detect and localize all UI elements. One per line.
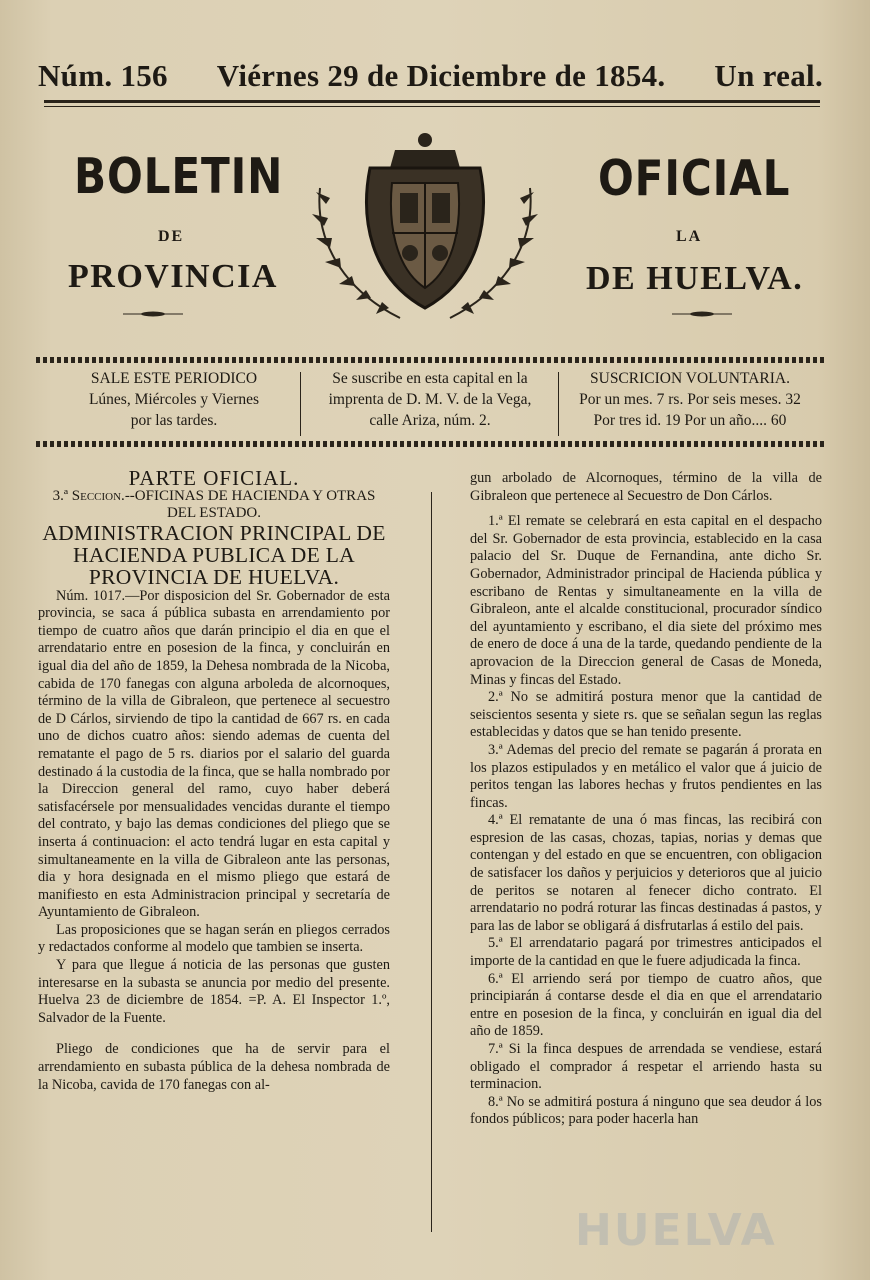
info-line: imprenta de D. M. V. de la Vega, [328, 391, 532, 408]
ornament-right-icon [672, 311, 732, 317]
article-paragraph: Y para que llegue á noticia de las personas que gusten interesarse en la subasta se anuncia por medio del presente. Huelva 23 de diciembre de 1854. =P. A. El Inspector 1.º, Salvador de la Fuente. [38, 957, 390, 1026]
info-line: por las tardes. [130, 412, 218, 429]
info-line: calle Ariza, núm. 2. [369, 412, 491, 429]
masthead-la: LA [676, 228, 703, 245]
column-divider [431, 492, 432, 1232]
section-title-line2: DEL ESTADO. [166, 504, 262, 521]
right-column [470, 470, 822, 1129]
article-paragraph: Pliego de condiciones que ha de servir para el arrendamiento en subasta pública de la dehesa nombrada de la Nicoba, cavida de 170 fanegas con al- [38, 1041, 390, 1093]
section-word: Seccion. [71, 487, 125, 504]
condition-item: 5.ª El arrendatario pagará por trimestres anticipados el importe de la cantidad en que le fuere adjudicada la finca. [470, 935, 822, 970]
issue-date: Viérnes 29 de Diciembre de 1854. [216, 58, 666, 93]
condition-item: 2.ª No se admitirá postura menor que la cantidad de seiscientos sesenta y siete rs. que se señalan segun las reglas establecidas y datos que se han tenido presente. [470, 689, 822, 741]
ornament-left-icon [123, 311, 183, 317]
dateline [38, 58, 823, 94]
condition-item: 1.ª El remate se celebrará en esta capital en el despacho del Sr. Gobernador de esta provincia, establecido en la casa palacio del Sr. Duque de Fernandina, ante dicho Sr. Gobernador, Administrador principal de Hacienda pública y escribano de Rentas y simultaneamente en la villa de Gibraleon, ante el alcalde constitucional, procurador síndico del ayuntamiento y escribano, el dia siete del próximo mes de enero de doce á una de la tarde, quedando pendiente de la aprovacion de la Direccion general de Casas de Moneda, Minas y fincas del Estado. [470, 513, 822, 688]
article-paragraph: gun arbolado de Alcornoques, término de la villa de Gibraleon que pertenece al Secuestro de Don Cárlos. [470, 470, 822, 504]
info-divider [300, 372, 301, 436]
masthead-de: DE [158, 228, 185, 245]
condition-item: 3.ª Ademas del precio del remate se pagarán á prorata en los plazos estipulados y en metálico el valor que á juicio de peritos tengan las labores hechas y frutos pendientes en las fincas. [470, 741, 822, 811]
parte-oficial-heading: PARTE OFICIAL. [128, 466, 300, 490]
section-heading [38, 488, 390, 522]
masthead-provincia: PROVINCIA [68, 258, 278, 295]
info-schedule [50, 368, 298, 431]
archive-watermark: HUELVA [575, 1205, 777, 1256]
condition-item: 6.ª El arriendo será por tiempo de cuatro años, que principiarán á contarse desde el dia en que el arrendatario entre en posesion de la finca, y concluirán en igual dia del año de 1859. [470, 970, 822, 1040]
issue-price: Un real. [714, 58, 823, 93]
article-paragraph: Núm. 1017.—Por disposicion del Sr. Gobernador de esta provincia, se saca á pública subasta en arrendamiento por tiempo de cuatro años que darán principio el dia en que el arrendatario entre en posesion de la finca, y concluirán en igual dia del año de 1859, la Dehesa nombrada de la Nicoba, cabida de 170 fanegas con alguna arboleda de alcornoques, término de la villa de Gibraleon, que pertenece al secuestro de D Cárlos, sirviendo de tipo la cantidad de 667 rs. en cada uno de dichos cuatro años: siendo ademas de cuenta del rematante el pago de 5 rs. diarios por el salario del guarda destinado á la custodia de la finca, que se halla nombrado por la Direccion general del ramo, cuyo haber deberá satisfacérsele por mensualidades vencidas durante el tiempo del contrato, y bajo las demas condiciones del pliego que se inserta á continuacion: el acto tendrá lugar en esta capital y simultaneamente en la villa de Gibraleon ante las personas, dia y hora designada en el mismo pliego que estará de manifiesto en esta Administracion principal y secretaría de Ayuntamiento de Gibraleon. [38, 587, 390, 921]
article-paragraph: Las proposiciones que se hagan serán en pliegos cerrados y redactados conforme al modelo que tambien se inserta. [38, 921, 390, 956]
masthead-de-huelva: DE HUELVA. [586, 260, 804, 297]
chain-border-top [36, 353, 826, 367]
masthead-boletin: BOLETIN [74, 148, 284, 205]
chain-border-bottom [36, 437, 826, 451]
info-line: SUSCRICION VOLUNTARIA. [590, 370, 790, 387]
header-rule [44, 100, 820, 103]
info-line: SALE ESTE PERIODICO [90, 370, 258, 387]
info-divider [558, 372, 559, 436]
masthead-oficial: OFICIAL [598, 150, 791, 207]
subscription-info [44, 368, 820, 438]
info-line: Lúnes, Miércoles y Viernes [88, 391, 260, 408]
section-number: 3.ª [52, 487, 69, 504]
info-address [304, 368, 556, 431]
condition-item: 7.ª Si la finca despues de arrendada se vendiese, estará obligado el comprador á respetar el arriendo hasta su terminacion. [470, 1041, 822, 1093]
condition-item: 8.ª No se admitirá postura á ninguno que sea deudor á los fondos públicos; para poder hacerla han [470, 1093, 822, 1128]
info-line: Se suscribe en esta capital en la [332, 370, 528, 387]
info-line: Por un mes. 7 rs. Por seis meses. 32 [579, 391, 801, 408]
left-column [38, 466, 390, 1094]
header-rule-thin [44, 106, 820, 107]
info-line: Por tres id. 19 Por un año.... 60 [593, 412, 787, 429]
info-prices [562, 368, 818, 431]
issue-number: Núm. 156 [38, 58, 168, 93]
coat-of-arms-icon [300, 128, 550, 328]
section-title: --OFICINAS DE HACIENDA Y OTRAS [124, 487, 376, 504]
condition-item: 4.ª El rematante de una ó mas fincas, las recibirá con espresion de las casas, chozas, tapias, norias y demas que contengan y del estado en que se encuentren, con obligacion de satisfacer los daños y perjuicios y deterioros que al juicio de peritos se notaren al fenecer dicho contrato. El arrendatario no podrá roturar las fincas destinadas á pastos, y para las de labor se obligará á disfrutarlas á estilo del pais. [470, 812, 822, 934]
administration-title: ADMINISTRACION PRINCIPAL DE HACIENDA PUBLICA DE LA PROVINCIA DE HUELVA. [42, 520, 386, 589]
